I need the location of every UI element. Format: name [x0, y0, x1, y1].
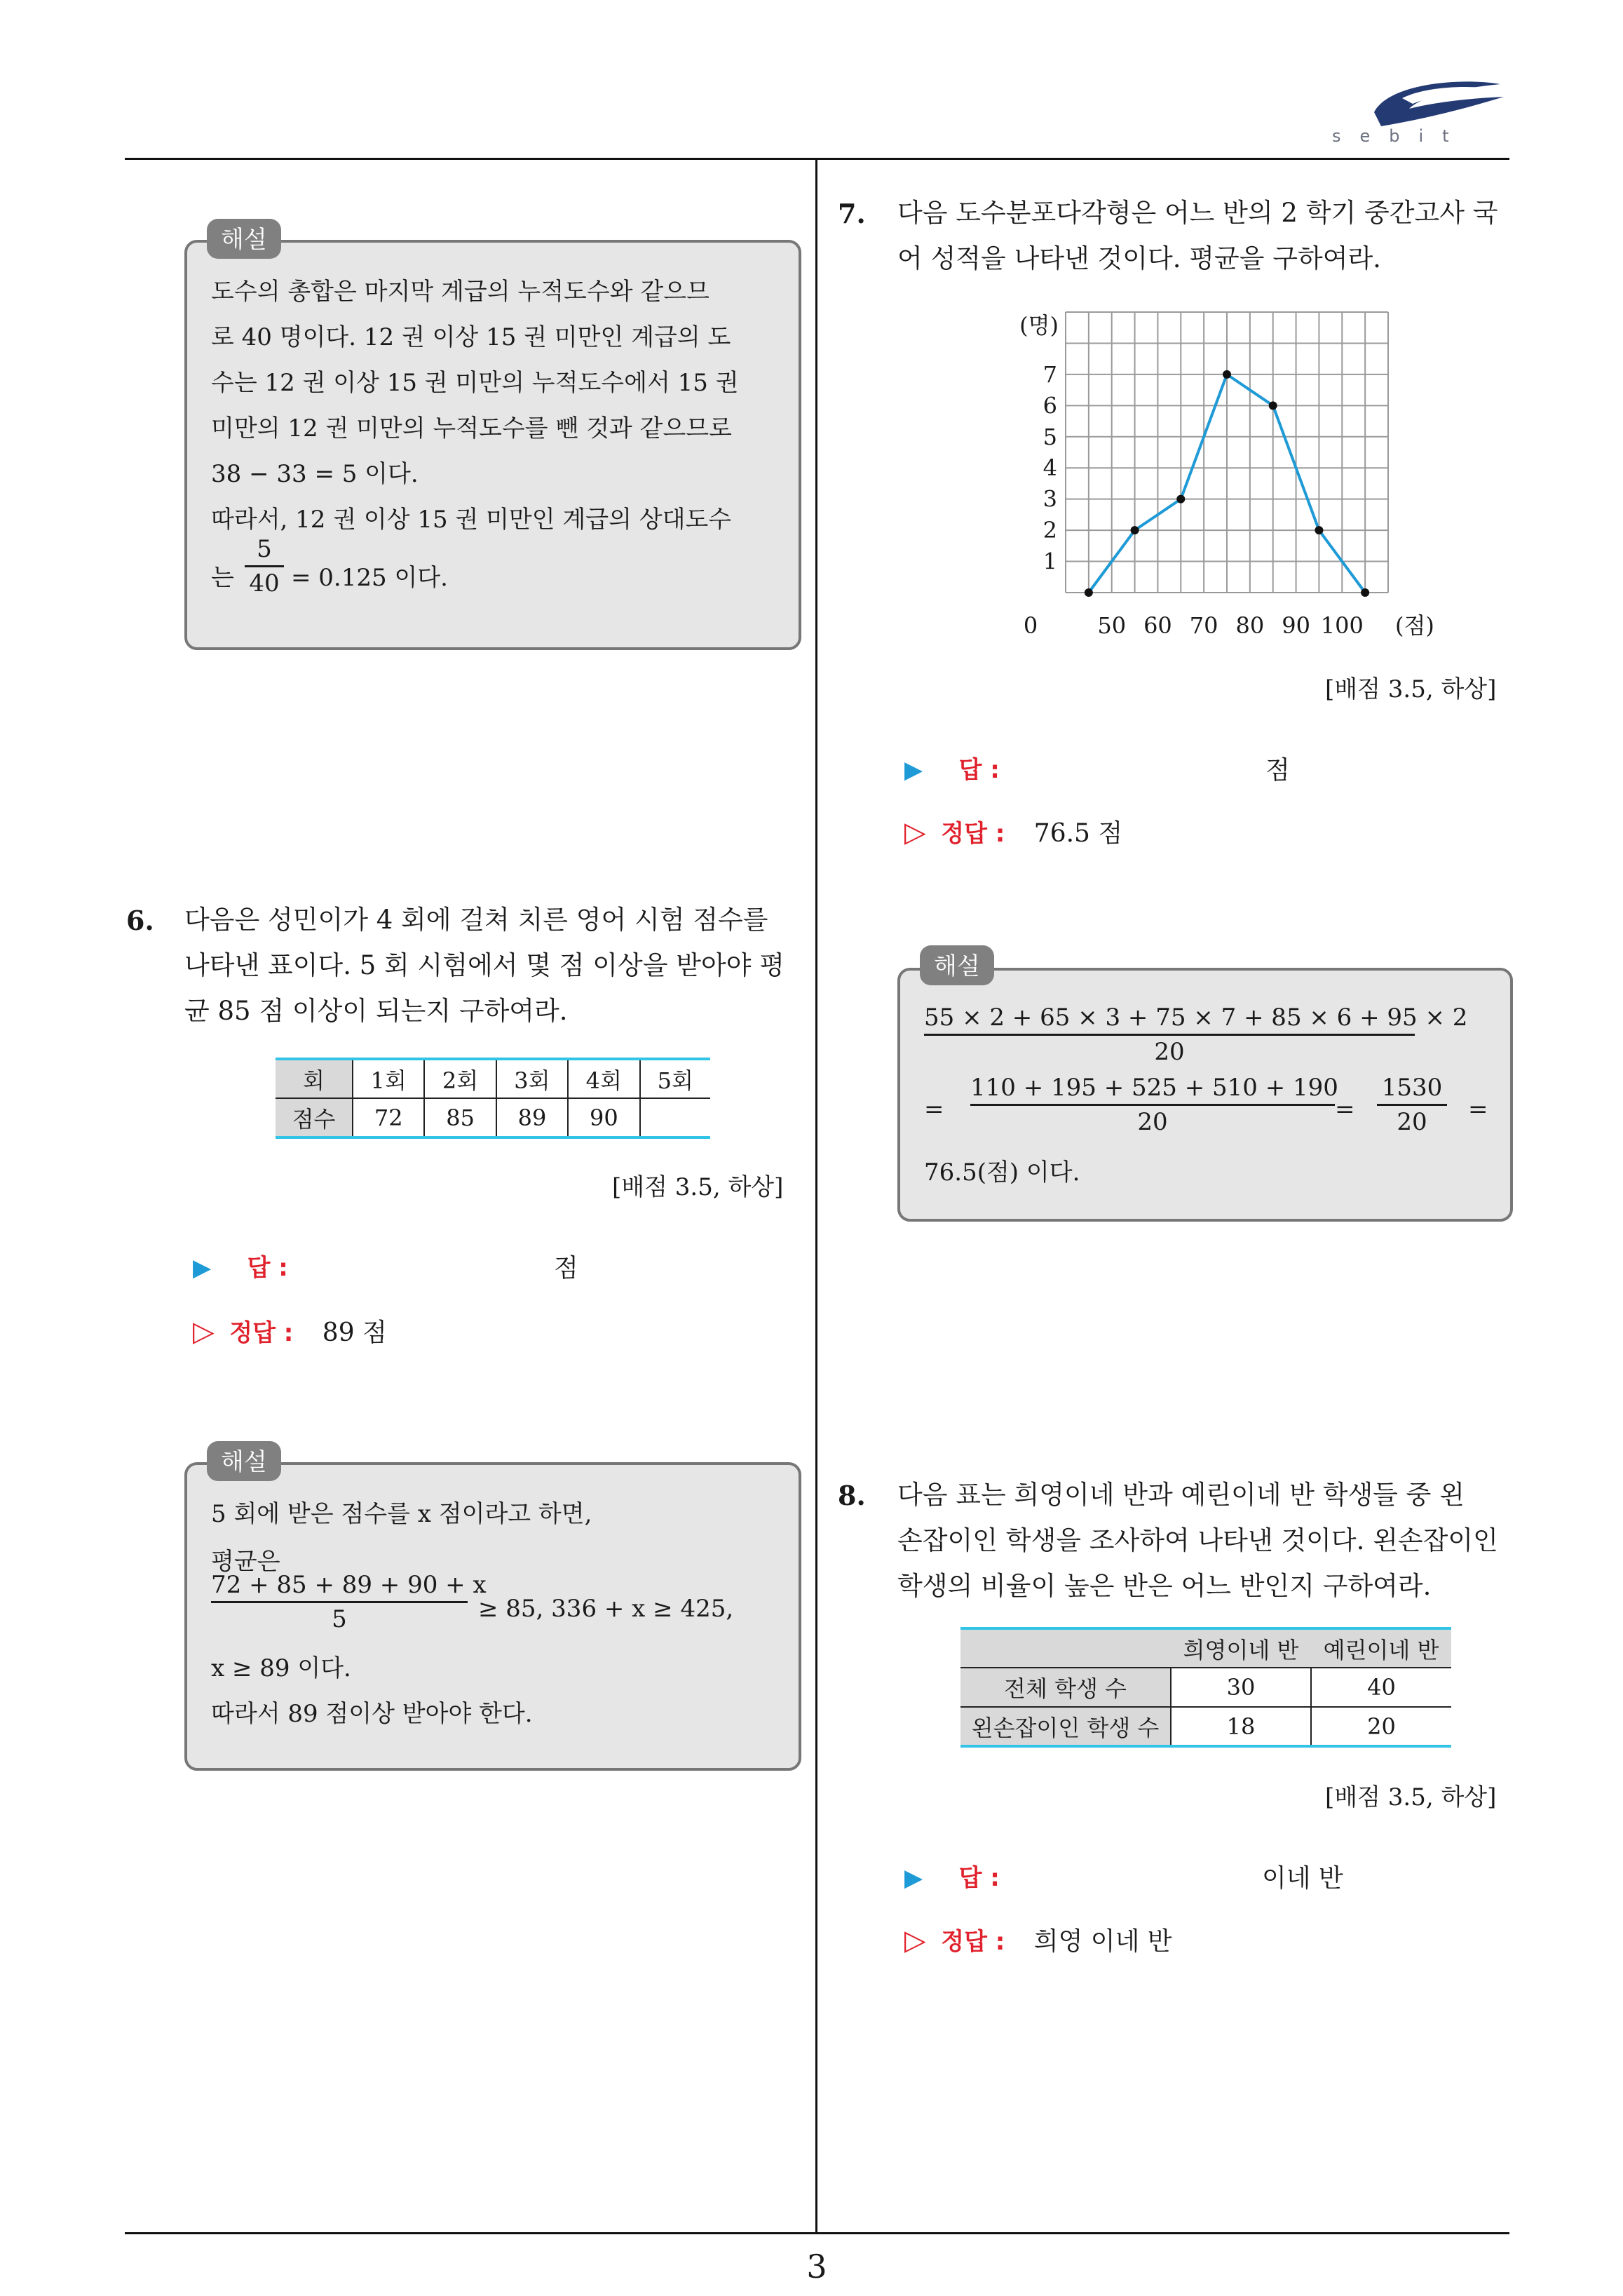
solution-box-q5	[184, 240, 801, 650]
table-cell: 2회	[424, 1059, 496, 1098]
y-tick-label: 7	[1043, 360, 1057, 388]
solution-line: 미만의 12 권 미만의 누적도수를 뺀 것과 같으므로	[211, 414, 732, 443]
x-tick-label: 50	[1097, 612, 1127, 638]
y-tick-label: 3	[1043, 485, 1057, 513]
data-point	[1269, 401, 1277, 410]
table-cell	[640, 1098, 711, 1137]
solution-box-q7	[897, 968, 1513, 1222]
table-cell: 89	[496, 1098, 568, 1137]
table-cell: 18	[1171, 1707, 1311, 1746]
answer-row	[904, 1858, 1000, 1893]
fraction-bar	[924, 1034, 1415, 1036]
correct-answer-value: 76.5 점	[1033, 819, 1123, 848]
data-point	[1361, 588, 1369, 597]
table-row	[960, 1628, 1451, 1668]
question-number: 7.	[838, 198, 866, 229]
fraction-numerator: 5	[257, 535, 272, 563]
table-cell: 30	[1171, 1668, 1311, 1707]
solution-line: 로 40 명이다. 12 권 이상 15 권 미만인 계급의 도	[211, 323, 731, 351]
correct-answer-label: 정답 :	[941, 820, 1005, 848]
table-cell	[960, 1628, 1171, 1668]
table-row	[276, 1098, 710, 1137]
question-text: 손잡이인 학생을 조사하여 나타낸 것이다. 왼손잡이인	[897, 1525, 1498, 1555]
solution-tag: 해설	[207, 1441, 281, 1481]
equals-sign: =	[1335, 1095, 1355, 1123]
table-cell: 5회	[640, 1059, 711, 1098]
correct-answer-row	[193, 1313, 387, 1349]
y-tick-label: 2	[1043, 517, 1057, 544]
fraction-denominator: 5	[332, 1605, 347, 1633]
page-number: 3	[806, 2248, 827, 2285]
table-cell: 희영이네 반	[1171, 1628, 1311, 1668]
fraction-numerator: 72 + 85 + 89 + 90 + x	[211, 1571, 487, 1599]
left-handed-table	[960, 1627, 1451, 1748]
fraction	[1377, 1074, 1447, 1135]
solution-line: 도수의 총합은 마지막 계급의 누적도수와 같으므	[211, 278, 709, 306]
data-point	[1315, 526, 1323, 534]
question-number: 8.	[838, 1480, 866, 1511]
fraction	[211, 1571, 487, 1633]
fraction	[245, 536, 284, 597]
fraction-numerator: 110 + 195 + 525 + 510 + 190	[970, 1074, 1338, 1102]
y-tick-label: 6	[1043, 392, 1057, 419]
fraction-denominator: 40	[249, 569, 280, 597]
solution-line: = 0.125 이다.	[291, 564, 448, 592]
table-cell: 예린이네 반	[1311, 1628, 1451, 1668]
outline-arrow-icon: ▷	[193, 1316, 215, 1348]
answer-label: 답 :	[958, 756, 1000, 784]
table-cell: 20	[1311, 1707, 1451, 1746]
fraction-numerator: 1530	[1381, 1074, 1443, 1102]
question-number: 6.	[126, 905, 154, 936]
equals-sign: =	[1468, 1095, 1488, 1123]
solution-line: x ≥ 89 이다.	[211, 1654, 351, 1682]
x-tick-label: 80	[1235, 612, 1265, 638]
fraction-numerator: 55 × 2 + 65 × 3 + 75 × 7 + 85 × 6 + 95 × 2	[924, 1004, 1468, 1032]
table-cell: 전체 학생 수	[960, 1668, 1171, 1707]
fraction-bar	[211, 1601, 468, 1603]
question-text: 다음 도수분포다각형은 어느 반의 2 학기 중간고사 국	[897, 198, 1498, 228]
correct-answer-value: 희영 이네 반	[1033, 1927, 1172, 1956]
logo-text: sebit	[1332, 126, 1468, 146]
table-cell: 회	[276, 1059, 353, 1098]
outline-arrow-icon: ▷	[904, 1924, 926, 1957]
y-tick-label: 5	[1043, 423, 1057, 450]
score-table	[276, 1058, 710, 1139]
equals-sign: =	[924, 1095, 944, 1123]
score-note: [배점 3.5, 하상]	[1325, 1783, 1497, 1811]
correct-answer-value: 89 점	[322, 1318, 387, 1347]
solution-line: 따라서 89 점이상 받아야 한다.	[211, 1700, 533, 1728]
fraction-denominator: 20	[1154, 1038, 1185, 1066]
y-axis-label: (명)	[1019, 312, 1059, 339]
table-cell: 72	[353, 1098, 424, 1137]
fraction-bar	[1377, 1104, 1447, 1106]
solution-tag: 해설	[920, 945, 994, 985]
play-arrow-icon: ▶	[193, 1254, 212, 1282]
table-row	[960, 1707, 1451, 1746]
solution-line: 38 − 33 = 5 이다.	[211, 460, 419, 488]
y-tick-label: 1	[1043, 548, 1057, 575]
solution-line: 5 회에 받은 점수를 x 점이라고 하면,	[211, 1500, 592, 1528]
data-point	[1223, 370, 1231, 379]
question-text: 어 성적을 나타낸 것이다. 평균을 구하여라.	[897, 243, 1381, 274]
question-text: 학생의 비율이 높은 반은 어느 반인지 구하여라.	[897, 1571, 1432, 1601]
solution-line: 는	[211, 564, 234, 592]
data-point	[1176, 495, 1185, 504]
column-divider	[815, 158, 817, 2234]
solution-box-q6	[184, 1462, 801, 1771]
correct-answer-label: 정답 :	[229, 1319, 294, 1347]
fraction-denominator: 20	[1137, 1108, 1168, 1136]
correct-answer-label: 정답 :	[941, 1928, 1005, 1956]
solution-line: 76.5(점) 이다.	[924, 1159, 1080, 1187]
score-note: [배점 3.5, 하상]	[1325, 675, 1497, 703]
outline-arrow-icon: ▷	[904, 816, 926, 849]
table-cell: 점수	[276, 1098, 353, 1137]
answer-unit: 점	[1265, 756, 1290, 785]
question-text: 균 85 점 이상이 되는지 구하여라.	[184, 996, 568, 1026]
table-cell: 40	[1311, 1668, 1451, 1707]
fraction-bar	[245, 565, 284, 567]
frequency-polygon-chart	[996, 302, 1444, 638]
solution-tag: 해설	[207, 219, 281, 259]
x-tick-label: 60	[1143, 612, 1172, 638]
bottom-rule	[125, 2232, 1509, 2234]
question-text: 나타낸 표이다. 5 회 시험에서 몇 점 이상을 받아야 평	[184, 950, 785, 980]
table-cell: 1회	[353, 1059, 424, 1098]
y-tick-label: 4	[1043, 454, 1057, 482]
table-row	[276, 1059, 710, 1098]
x-tick-label: 100	[1320, 612, 1364, 638]
solution-line: 수는 12 권 이상 15 권 미만의 누적도수에서 15 권	[211, 369, 739, 397]
origin-label: 0	[1023, 612, 1038, 638]
x-tick-label: 70	[1189, 612, 1218, 638]
question-text: 다음 표는 희영이네 반과 예린이네 반 학생들 중 왼	[897, 1480, 1465, 1510]
answer-label: 답 :	[247, 1254, 288, 1282]
answer-unit: 점	[554, 1254, 578, 1283]
solution-line: 평균은	[211, 1548, 280, 1576]
data-point	[1085, 588, 1093, 597]
fraction	[970, 1074, 1338, 1136]
fraction-denominator: 20	[1397, 1108, 1427, 1136]
play-arrow-icon: ▶	[904, 756, 923, 784]
x-axis-label: (점)	[1395, 612, 1434, 638]
answer-unit: 이네 반	[1262, 1864, 1343, 1893]
question-text: 다음은 성민이가 4 회에 걸쳐 치른 영어 시험 점수를	[184, 905, 768, 935]
correct-answer-row	[904, 1922, 1172, 1957]
answer-label: 답 :	[958, 1864, 1000, 1892]
fraction-bar	[970, 1104, 1335, 1106]
x-tick-label: 90	[1282, 612, 1310, 638]
table-cell: 4회	[568, 1059, 639, 1098]
score-note: [배점 3.5, 하상]	[612, 1173, 784, 1201]
data-point	[1131, 526, 1139, 534]
answer-row	[193, 1248, 288, 1283]
fraction	[924, 1004, 1468, 1066]
table-cell: 85	[424, 1098, 496, 1137]
answer-row	[904, 750, 1000, 785]
correct-answer-row	[904, 813, 1122, 849]
table-cell: 3회	[496, 1059, 568, 1098]
solution-line: ≥ 85, 336 + x ≥ 425,	[478, 1595, 734, 1623]
play-arrow-icon: ▶	[904, 1864, 923, 1892]
table-cell: 90	[568, 1098, 639, 1137]
table-cell: 왼손잡이인 학생 수	[960, 1707, 1171, 1746]
solution-line: 따라서, 12 권 이상 15 권 미만인 계급의 상대도수	[211, 506, 732, 534]
table-row	[960, 1668, 1451, 1707]
